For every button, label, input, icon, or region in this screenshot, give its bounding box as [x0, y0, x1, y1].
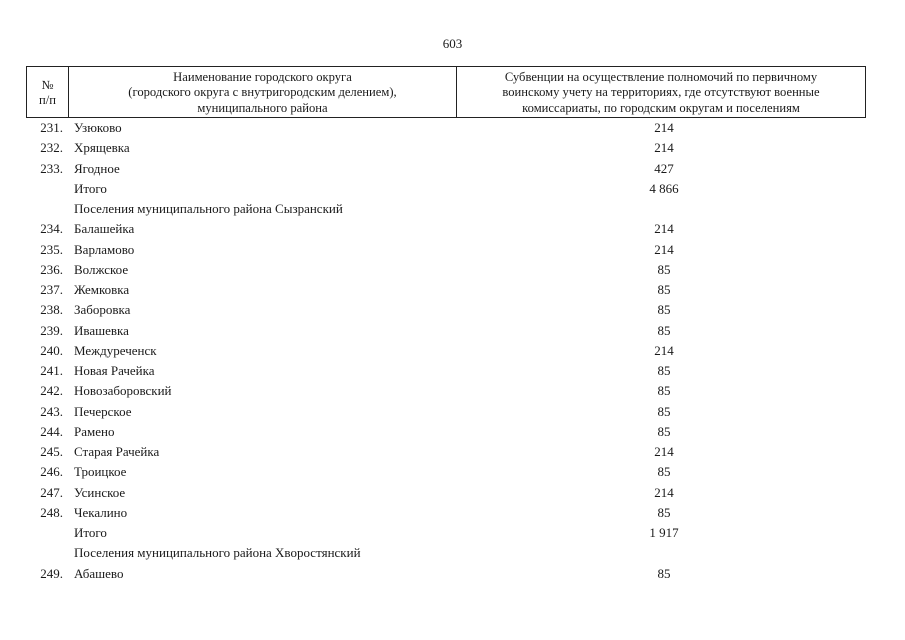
row-name: Варламово: [74, 241, 135, 257]
column-header-name: [69, 67, 457, 117]
row-name: Новая Рачейка: [74, 363, 155, 378]
row-name: Ягодное: [74, 160, 120, 176]
row-value: 427: [654, 160, 674, 176]
row-number: 241.: [40, 363, 63, 378]
table-row: [26, 442, 866, 462]
row-number: 244.: [40, 423, 63, 439]
total-row: [26, 523, 866, 543]
row-name: Поселения муниципального района Хворостянский: [74, 545, 361, 561]
table-row: [26, 402, 866, 422]
row-name: Новозаборовский: [74, 383, 172, 399]
column-header-number: [27, 67, 69, 117]
table-row: [26, 138, 866, 158]
row-value: 85: [657, 504, 671, 520]
row-value: 1 917: [649, 525, 679, 540]
row-name: Итого: [74, 525, 107, 540]
row-number: 232.: [40, 140, 63, 156]
table-row: [26, 503, 866, 523]
column-header-subvention: [457, 67, 865, 117]
row-number: 234.: [40, 221, 63, 237]
column-header-name-label: Наименование городского округа (городского округа с внутригородским делением), муниципального района: [128, 69, 397, 115]
row-name: Рамено: [74, 423, 115, 439]
table-row: [26, 321, 866, 341]
row-value: 85: [657, 282, 671, 297]
table-row: [26, 260, 866, 280]
row-number: 233.: [40, 160, 63, 176]
row-value: 214: [654, 444, 674, 459]
row-number: 239.: [40, 322, 63, 338]
row-value: 214: [654, 140, 674, 156]
row-number: 249.: [40, 565, 63, 581]
table-row: [26, 381, 866, 401]
row-number: 243.: [40, 403, 63, 419]
row-value: 85: [657, 565, 671, 581]
row-name: Старая Рачейка: [74, 444, 160, 459]
table-row: [26, 483, 866, 503]
row-number: 238.: [40, 302, 63, 318]
row-value: 85: [657, 261, 671, 277]
table-row: [26, 280, 866, 300]
row-number: 240.: [40, 342, 63, 358]
table-row: [26, 422, 866, 442]
row-name: Жемковка: [74, 282, 130, 297]
table-row: [26, 361, 866, 381]
table-row: [26, 240, 866, 260]
row-value: 214: [654, 484, 674, 500]
table-row: [26, 118, 866, 138]
row-value: 85: [657, 423, 671, 439]
table-header: [26, 66, 866, 118]
row-value: 4 866: [649, 180, 679, 196]
row-number: 247.: [40, 484, 63, 500]
row-number: 231.: [40, 120, 63, 135]
column-header-subvention-label: Субвенции на осуществление полномочий по первичному воинскому учету на территориях, где отсутствуют военные комиссариаты, по городским округам и поселениям: [502, 69, 820, 115]
row-number: 235.: [40, 241, 63, 257]
row-name: Волжское: [74, 261, 129, 277]
table-row: [26, 159, 866, 179]
row-name: Заборовка: [74, 302, 131, 318]
row-value: 85: [657, 464, 671, 480]
row-name: Абашево: [74, 565, 124, 581]
row-name: Печерское: [74, 403, 132, 419]
row-number: 237.: [40, 282, 63, 297]
row-value: 85: [657, 322, 671, 338]
row-value: 85: [657, 383, 671, 399]
row-value: 85: [657, 403, 671, 419]
row-value: 85: [657, 302, 671, 318]
row-name: Усинское: [74, 484, 126, 500]
row-number: 246.: [40, 464, 63, 480]
row-number: 242.: [40, 383, 63, 399]
section-heading-row: [26, 199, 866, 219]
table-row: [26, 219, 866, 239]
row-value: 214: [654, 120, 674, 135]
row-name: Балашейка: [74, 221, 135, 237]
section-heading-row: [26, 543, 866, 563]
row-number: 236.: [40, 261, 63, 277]
total-row: [26, 179, 866, 199]
row-name: Узюково: [74, 120, 122, 135]
row-number: 245.: [40, 444, 63, 459]
row-value: 214: [654, 342, 674, 358]
row-value: 214: [654, 221, 674, 237]
row-name: Ивашевка: [74, 322, 129, 338]
row-value: 85: [657, 363, 671, 378]
row-name: Междуреченск: [74, 342, 157, 358]
row-name: Итого: [74, 180, 107, 196]
page-number: 603: [442, 36, 463, 51]
row-name: Хрящевка: [74, 140, 130, 156]
table-row: [26, 300, 866, 320]
table-row: [26, 462, 866, 482]
row-number: 248.: [40, 504, 63, 520]
row-value: 214: [654, 241, 674, 257]
row-name: Троицкое: [74, 464, 127, 480]
column-header-number-label: № п/п: [39, 77, 56, 107]
row-name: Поселения муниципального района Сызранский: [74, 201, 343, 216]
row-name: Чекалино: [74, 504, 128, 520]
table-body: [26, 118, 866, 584]
table-row: [26, 564, 866, 584]
table-row: [26, 341, 866, 361]
